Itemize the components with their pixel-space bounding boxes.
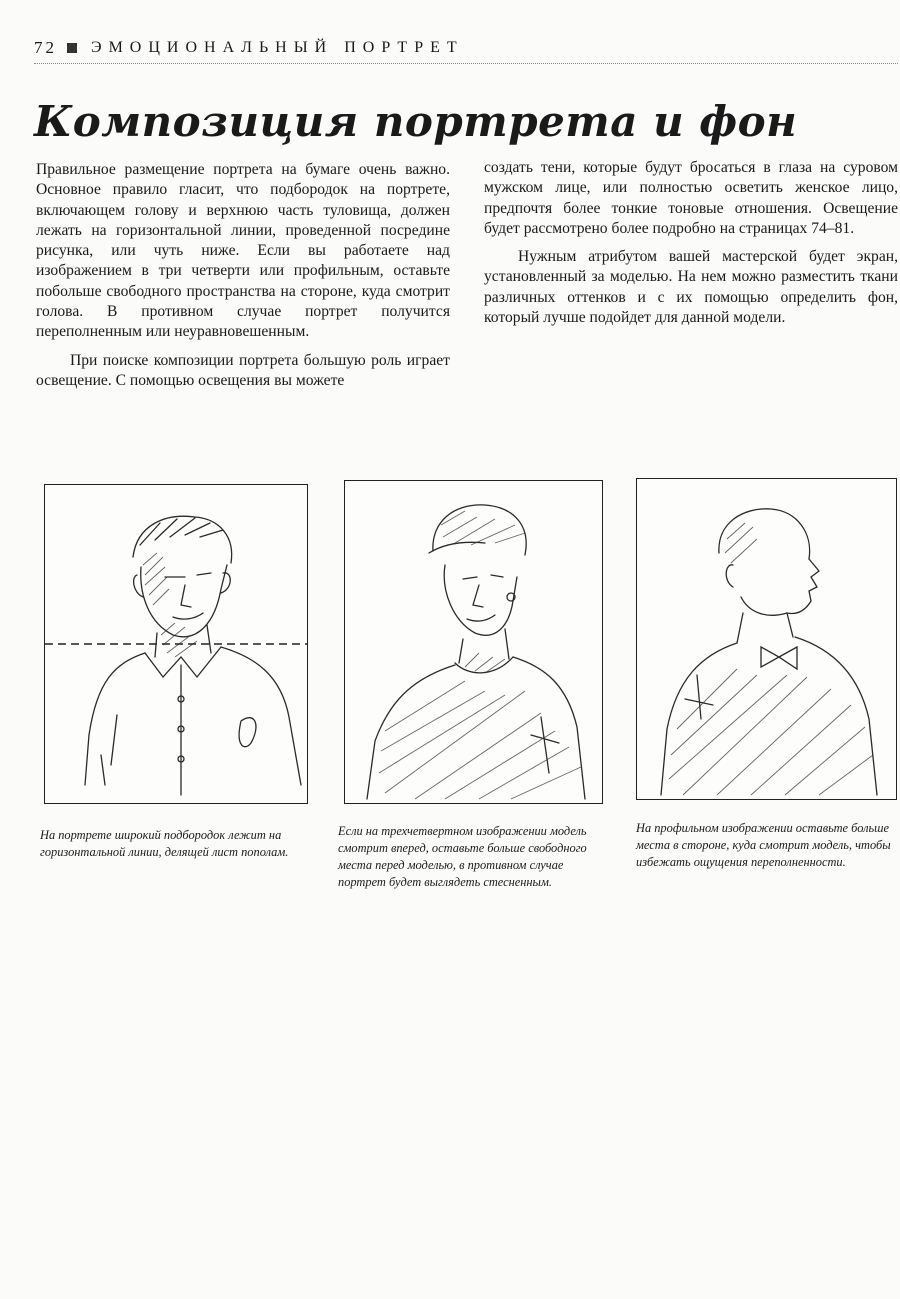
paragraph: Правильное размещение портрета на бумаге очень важно. Основное правило гласит, что подбородок на портрете, включающем голову и верхнюю часть туловища, должен лежать на горизонтальной линии, проведенной посредине рисунка, или чуть ниже. Если вы работаете над изображением в три четверти или профильным, оставьте побольше свободного пространства на стороне, куда смотрит голова. В противном случае портрет получится переполненным или неуравновешенным. (36, 161, 450, 341)
section-title: ЭМОЦИОНАЛЬНЫЙ ПОРТРЕТ (91, 39, 464, 56)
running-head (34, 34, 894, 62)
right-column (484, 158, 898, 336)
left-column (36, 160, 450, 399)
paragraph: создать тени, которые будут бросаться в глаза на суровом мужском лице, или полностью осветить женское лицо, предпочтя более тонкие тоновые отношения. Освещение будет рассмотрено более подробно на страницах 74–81. (484, 159, 898, 237)
figure-caption-2: Если на трехчетвертном изображении модель смотрит вперед, оставьте больше свободного места перед моделью, в противном случае портрет будет выглядеть стесненным. (338, 824, 587, 889)
portrait-sketch-three-quarter (345, 481, 602, 803)
article-title: Композиция портрета и фон (34, 97, 798, 146)
portrait-sketch-front (45, 485, 307, 803)
paragraph: При поиске композиции портрета большую роль играет освещение. С помощью освещения вы можете (36, 351, 450, 389)
square-bullet-icon (67, 43, 77, 53)
figure-caption-1: На портрете широкий подбородок лежит на горизонтальной линии, делящей лист пополам. (40, 828, 289, 859)
header-rule (34, 63, 898, 64)
sketch-three-quarter (344, 480, 603, 804)
page-number: 72 (34, 38, 57, 57)
sketch-profile (636, 478, 897, 800)
paragraph: Нужным атрибутом вашей мастерской будет экран, установленный за моделью. На нем можно разместить ткани различных оттенков и с их помощью определить фон, который лучше подойдет для данной модели. (484, 248, 898, 327)
sketch-front-view (44, 484, 308, 804)
portrait-sketch-profile (637, 479, 896, 799)
figure-caption-3: На профильном изображении оставьте больше места в стороне, куда смотрит модель, чтобы избежать ощущения переполненности. (636, 821, 891, 869)
